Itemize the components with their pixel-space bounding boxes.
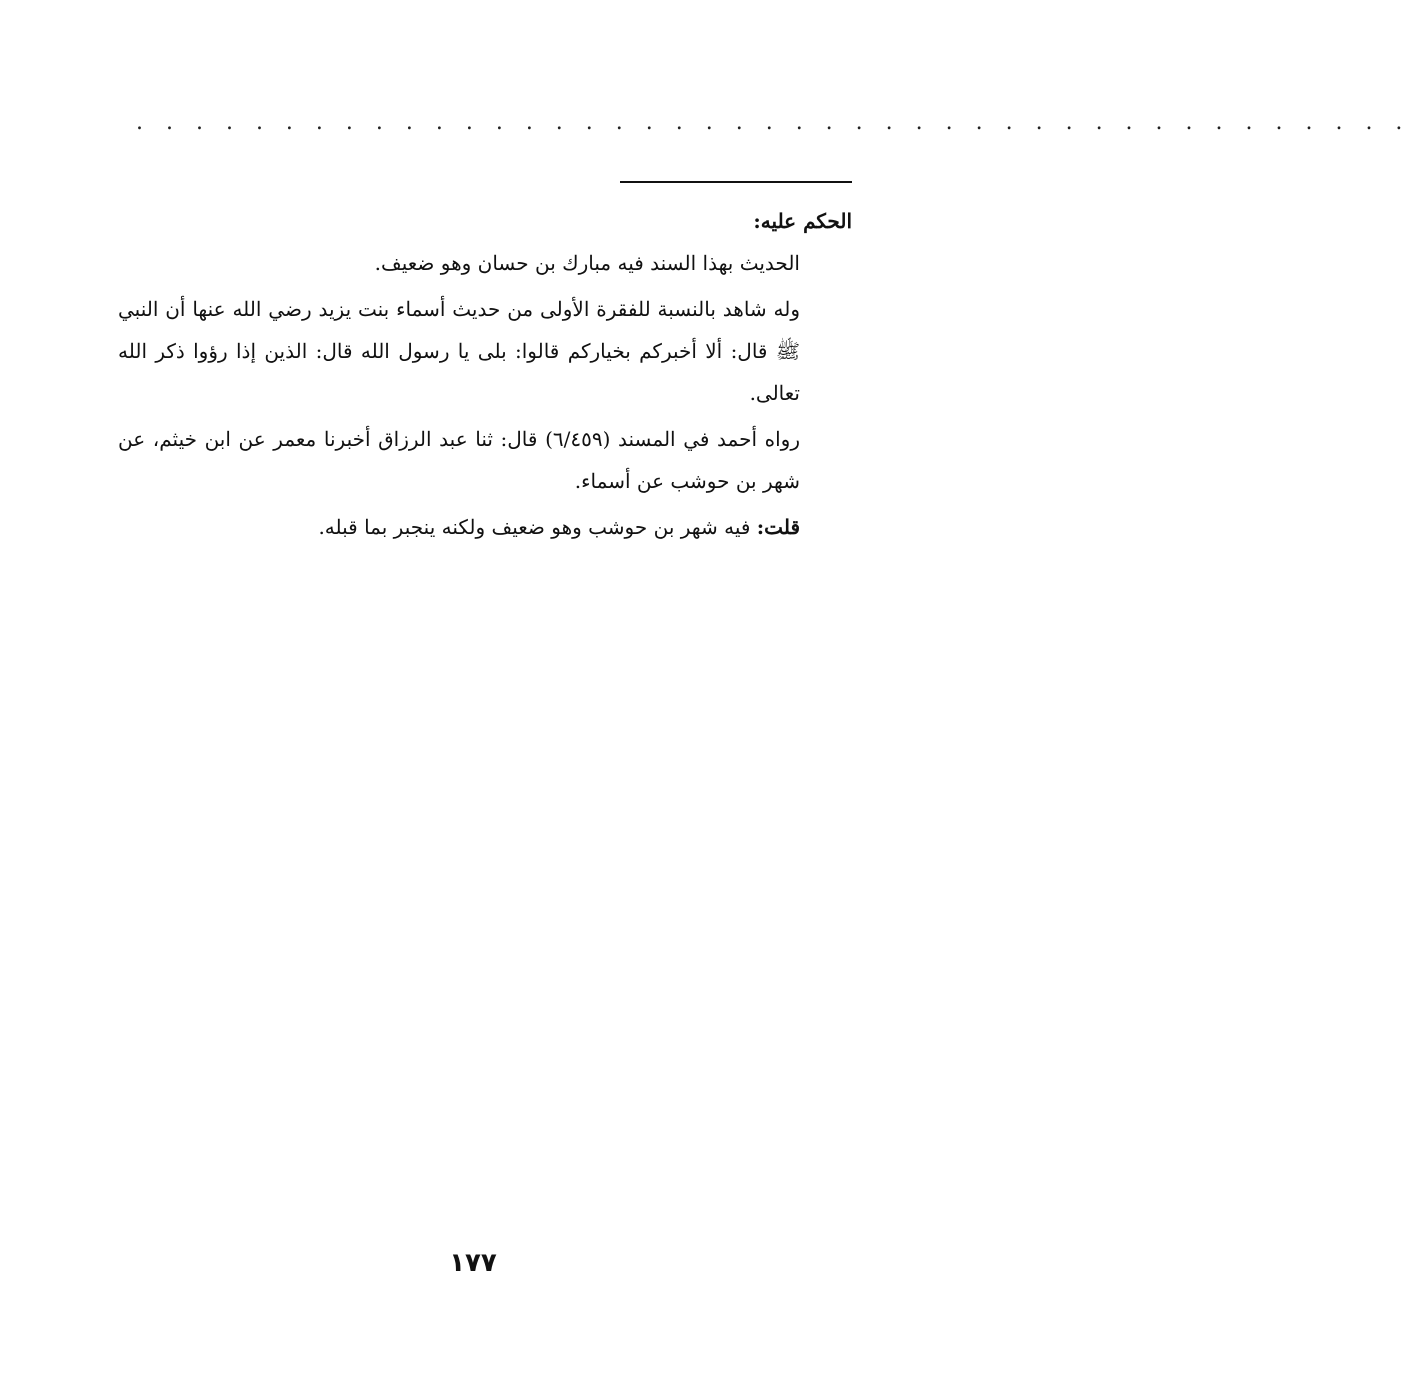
main-text <box>118 200 852 552</box>
comment-label: قلت: <box>756 515 800 539</box>
page-number: ١٧٧ <box>449 1248 497 1278</box>
paragraph-ruling: الحديث بهذا السند فيه مبارك بن حسان وهو ضعيف. <box>374 251 800 275</box>
paragraph-comment <box>118 506 852 548</box>
paragraph-narration: رواه أحمد في المسند (٦/٤٥٩) قال: ثنا عبد الرزاق أخبرنا معمر عن ابن خيثم، عن شهر بن حوشب عن أسماء. <box>118 427 801 493</box>
comment-text: فيه شهر بن حوشب وهو ضعيف ولكنه ينجبر بما قبله. <box>318 515 757 539</box>
footnote-rule <box>620 181 852 183</box>
paragraph-witness: وله شاهد بالنسبة للفقرة الأولى من حديث أسماء بنت يزيد رضي الله عنها أن النبي ﷺ قال: ألا أخبركم بخياركم قالوا: بلى يا رسول الله قال: الذين إذا رؤوا ذكر الله تعالى. <box>118 297 800 405</box>
section-heading: الحكم عليه: <box>753 209 852 233</box>
dotted-separator: . . . . . . . . . . . . . . . . . . . . . . . . . . . . . . . . . . . . . . . . . . . <box>136 110 1410 135</box>
